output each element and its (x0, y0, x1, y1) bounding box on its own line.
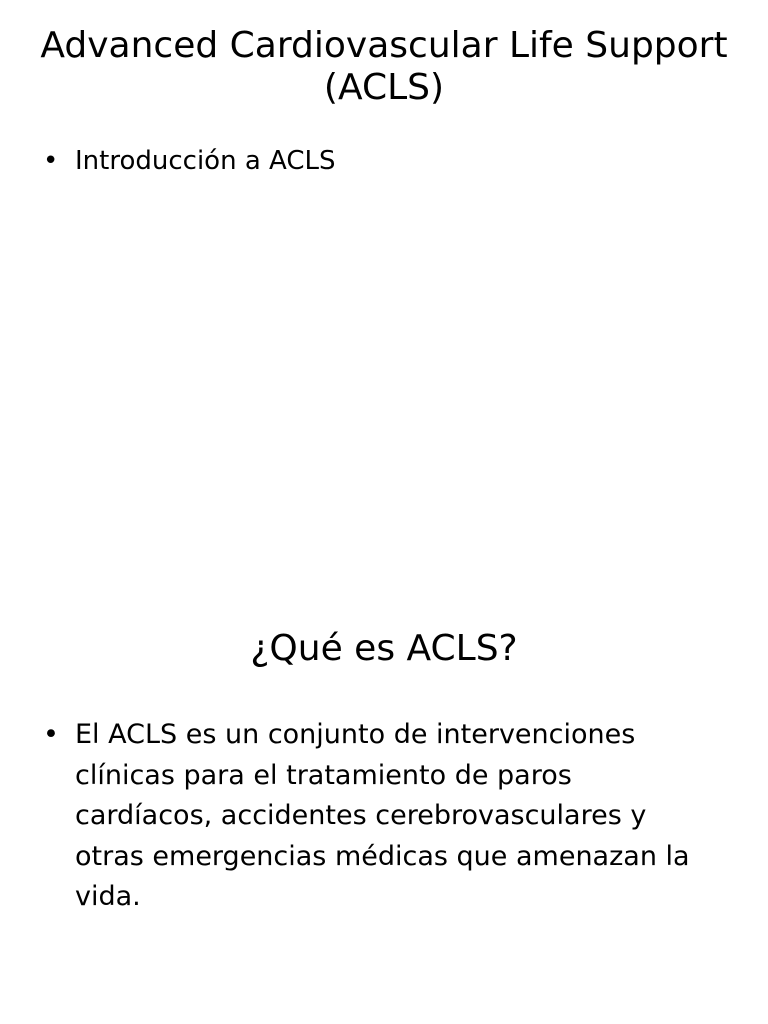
bullet-list (40, 715, 704, 918)
bullet-text: Introducción a ACLS (75, 146, 336, 176)
bullet-text: El ACLS es un conjunto de intervenciones clínicas para el tratamiento de paros cardíacos, accidentes cerebrovasculares y otras emergencias médicas que amenazan la vida. (75, 719, 690, 912)
bullet-item (40, 715, 704, 918)
slide-title: ¿Qué es ACLS? (250, 628, 518, 669)
bullet-list (40, 141, 704, 181)
bullet-icon: • (43, 146, 59, 176)
slide-title: Advanced Cardiovascular Life Support (ACLS) (40, 25, 728, 108)
bullet-item (40, 141, 704, 181)
slide-2 (0, 512, 768, 1024)
bullet-icon: • (43, 719, 59, 750)
